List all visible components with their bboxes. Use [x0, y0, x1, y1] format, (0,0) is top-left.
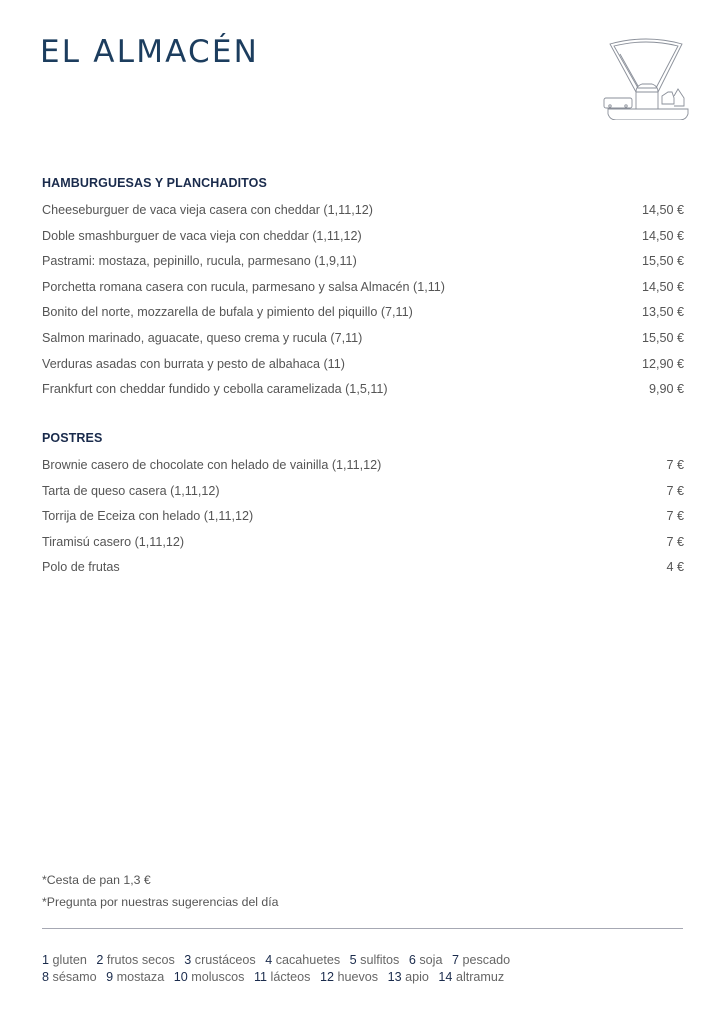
menu-item [42, 249, 684, 275]
allergen-item: 4 cacahuetes [265, 953, 341, 967]
section-heading: HAMBURGUESAS Y PLANCHADITOS [42, 176, 267, 190]
item-name: Tarta de queso casera (1,11,12) [42, 483, 220, 498]
menu-item [42, 504, 684, 530]
allergen-item: 11 lácteos [253, 970, 311, 984]
menu-item [42, 377, 684, 403]
menu-item [42, 300, 684, 326]
item-price: 7 € [666, 509, 684, 524]
note-suggestions: *Pregunta por nuestras sugerencias del día [42, 895, 279, 909]
item-price: 14,50 € [641, 203, 684, 217]
allergen-item: 6 soja [408, 953, 443, 967]
item-price: 7 € [666, 483, 684, 498]
item-name: Salmon marinado, aguacate, queso crema y rucula (7,11) [42, 330, 363, 345]
allergen-item: 7 pescado [451, 953, 511, 967]
allergen-item: 5 sulfitos [349, 953, 400, 967]
allergen-legend [42, 952, 516, 986]
allergen-item: 12 huevos [319, 970, 379, 984]
allergen-row [42, 952, 516, 969]
item-name: Verduras asadas con burrata y pesto de albahaca (11) [42, 356, 345, 371]
menu-item [42, 352, 684, 378]
item-price: 7 € [666, 534, 684, 549]
note-bread: *Cesta de pan 1,3 € [42, 873, 151, 887]
allergen-item: 9 mostaza [106, 970, 165, 984]
section-postres [42, 429, 684, 581]
scale-icon [600, 34, 692, 120]
item-price: 9,90 € [648, 382, 684, 397]
item-name: Pastrami: mostaza, pepinillo, rucula, parmesano (1,9,11) [42, 254, 357, 269]
restaurant-title: EL ALMACÉN [40, 34, 260, 70]
allergen-item: 14 altramuz [438, 970, 505, 984]
menu-item [42, 224, 684, 250]
item-price: 15,50 € [641, 254, 684, 269]
menu-item [42, 326, 684, 352]
item-price: 13,50 € [641, 305, 684, 320]
item-name: Brownie casero de chocolate con helado de vainilla (1,11,12) [42, 458, 382, 472]
item-name: Frankfurt con cheddar fundido y cebolla caramelizada (1,5,11) [42, 382, 388, 397]
item-price: 15,50 € [641, 330, 684, 345]
divider [42, 928, 683, 929]
menu-item [42, 479, 684, 505]
allergen-row [42, 969, 516, 986]
allergen-item: 3 crustáceos [184, 953, 256, 967]
item-price: 12,90 € [641, 356, 684, 371]
item-price: 14,50 € [641, 279, 684, 294]
allergen-item: 2 frutos secos [96, 953, 175, 967]
menu-item [42, 530, 684, 556]
allergen-item: 8 sésamo [42, 970, 97, 984]
menu-item [42, 555, 684, 581]
menu-item [42, 275, 684, 301]
section-heading: POSTRES [42, 431, 103, 445]
footnotes [42, 869, 279, 913]
item-name: Porchetta romana casera con rucula, parmesano y salsa Almacén (1,11) [42, 279, 445, 294]
item-name: Cheeseburguer de vaca vieja casera con cheddar (1,11,12) [42, 203, 373, 217]
item-price: 7 € [666, 458, 684, 472]
item-name: Polo de frutas [42, 560, 120, 575]
item-price: 14,50 € [641, 228, 684, 243]
item-name: Doble smashburguer de vaca vieja con cheddar (1,11,12) [42, 228, 362, 243]
item-price: 4 € [666, 560, 684, 575]
allergen-item: 10 moluscos [173, 970, 245, 984]
item-name: Bonito del norte, mozzarella de bufala y pimiento del piquillo (7,11) [42, 305, 413, 320]
item-name: Tiramisú casero (1,11,12) [42, 534, 185, 549]
allergen-item: 13 apio [387, 970, 429, 984]
menu-item [42, 453, 684, 479]
allergen-item: 1 gluten [42, 953, 87, 967]
section-hamburguesas [42, 174, 684, 403]
item-name: Torrija de Eceiza con helado (1,11,12) [42, 509, 254, 524]
menu-item [42, 198, 684, 224]
